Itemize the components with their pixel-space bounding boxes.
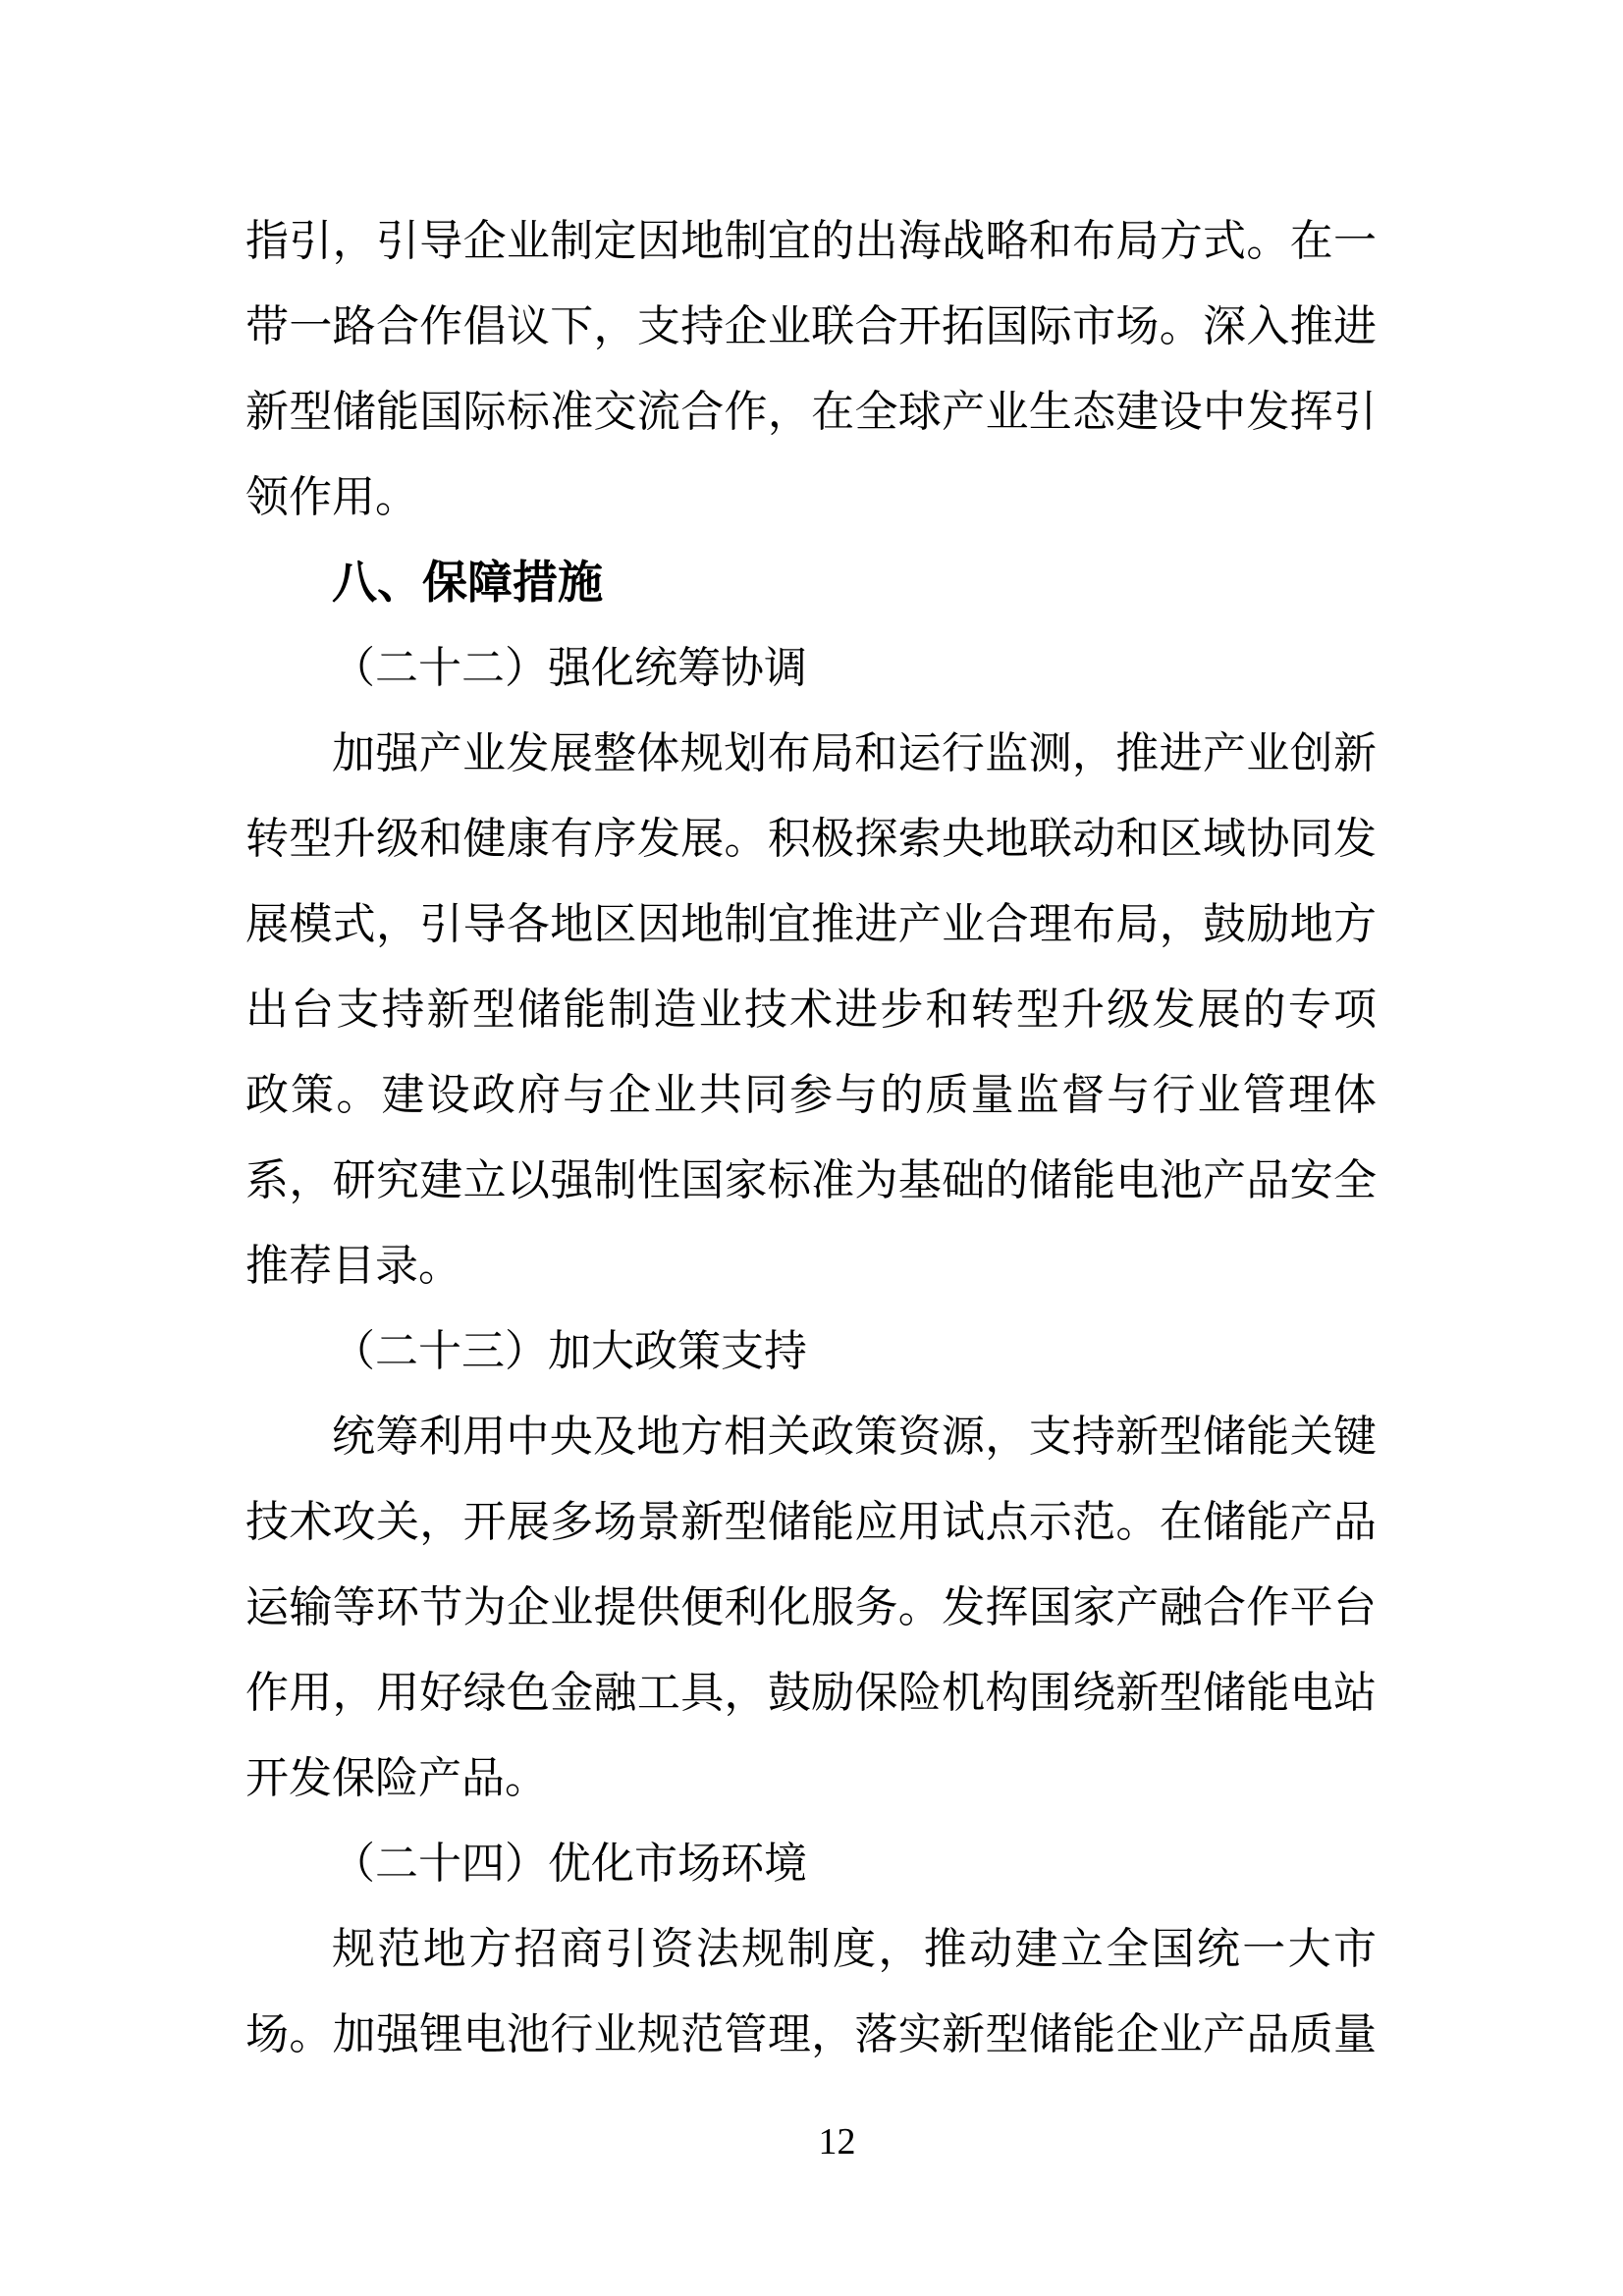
text-line: 规范地方招商引资法规制度，推动建立全国统一大市 xyxy=(332,1925,1377,1973)
text-line: 领作用。 xyxy=(245,473,418,521)
text-line: 推荐目录。 xyxy=(245,1242,461,1290)
text-line: 运输等环节为企业提供便利化服务。发挥国家产融合作平台 xyxy=(245,1583,1377,1631)
text-line: 场。加强锂电池行业规范管理，落实新型储能企业产品质量 xyxy=(245,2010,1377,2058)
subsection-heading: （二十三）加大政策支持 xyxy=(332,1327,807,1375)
text-line: 出台支持新型储能制造业技术进步和转型升级发展的专项 xyxy=(245,986,1377,1034)
subsection-heading: （二十二）强化统筹协调 xyxy=(332,644,807,692)
text-line: 作用，用好绿色金融工具，鼓励保险机构围绕新型储能电站 xyxy=(245,1669,1377,1717)
text-line: 加强产业发展整体规划布局和运行监测，推进产业创新 xyxy=(332,729,1377,777)
text-line: 系，研究建立以强制性国家标准为基础的储能电池产品安全 xyxy=(245,1156,1377,1204)
page-number: 12 xyxy=(818,2121,856,2163)
subsection-heading: （二十四）优化市场环境 xyxy=(332,1840,807,1888)
document-body xyxy=(245,198,1377,2077)
text-line: 带一路合作倡议下，支持企业联合开拓国际市场。深入推进 xyxy=(245,302,1377,350)
text-line: 开发保险产品。 xyxy=(245,1754,548,1802)
text-line: 指引，引导企业制定因地制宜的出海战略和布局方式。在一 xyxy=(245,217,1377,265)
section-heading: 八、保障措施 xyxy=(332,557,603,608)
text-line: 政策。建设政府与企业共同参与的质量监督与行业管理体 xyxy=(245,1071,1377,1119)
text-line: 统筹利用中央及地方相关政策资源，支持新型储能关键 xyxy=(332,1413,1377,1461)
text-line: 技术攻关，开展多场景新型储能应用试点示范。在储能产品 xyxy=(245,1498,1377,1546)
text-line: 展模式，引导各地区因地制宜推进产业合理布局，鼓励地方 xyxy=(245,900,1377,948)
text-line: 新型储能国际标准交流合作，在全球产业生态建设中发挥引 xyxy=(245,388,1377,436)
text-line: 转型升级和健康有序发展。积极探索央地联动和区域协同发 xyxy=(245,815,1377,863)
